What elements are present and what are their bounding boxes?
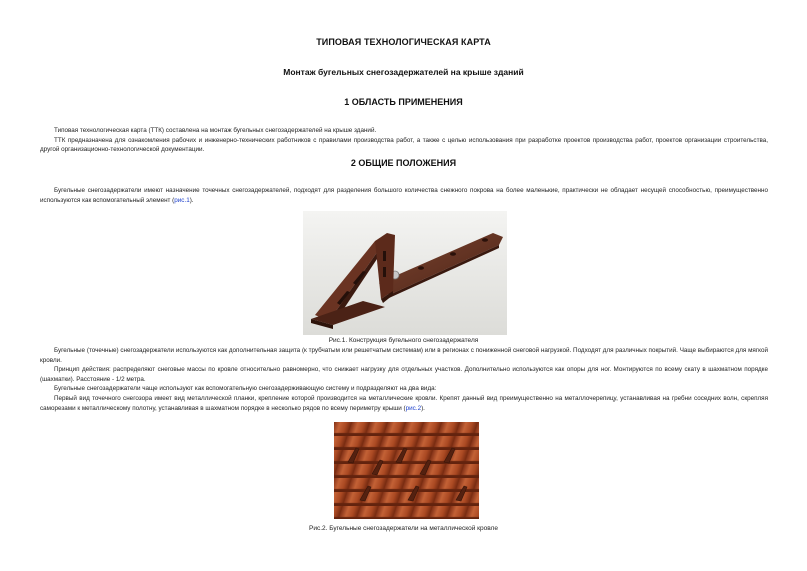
section-1-paragraph-1: Типовая технологическая карта (ТТК) составлена на монтаж бугельных снегозадержателей на крыше зданий. (54, 127, 377, 134)
section-1-paragraph-2: ТТК предназначена для ознакомления рабочих и инженерно-технических работников с правилами производства работ, а также с целью использования при разработке проектов производства работ, проектов организации строительства, другой организационно-технологической документации. (40, 136, 768, 154)
metal-roof-snow-guards-image-icon (334, 422, 479, 519)
document-subtitle: Монтаж бугельных снегозадержателей на крыше зданий (283, 67, 524, 77)
section-2-paragraph-1-text: Бугельные снегозадержатели имеют назначение точечных снегозадержателей, подходят для разделения большого количества снежного покрова на более маленькие, практически не обладает несущей способностью, преимущественно используются как вспомогательный элемент ( (40, 187, 768, 204)
paragraph-point-guards: Бугельные (точечные) снегозадержатели используются как дополнительная защита (к трубчатым или решетчатым системам) или в регионах с пониженной снеговой нагрузкой. Подходят для различных покрытий. Чаще выбираются для мягкой кровли. (40, 347, 768, 364)
snow-guard-bracket-image-icon (303, 211, 507, 335)
fig2-caption: Рис.2. Бугельные снегозадержатели на металлической кровле (309, 525, 498, 532)
section-2-heading: 2 ОБЩИЕ ПОЛОЖЕНИЯ (350, 158, 457, 168)
paragraph-types: Бугельные снегозадержатели чаще используют как вспомогательную снегозадерживающую систему и подразделяют на два вида: (54, 385, 437, 393)
paragraph-first-type-end: ). (421, 404, 425, 412)
section-1-heading: 1 ОБЛАСТЬ ПРИМЕНЕНИЯ (344, 97, 463, 107)
fig2-reference-link[interactable]: рис.2 (405, 404, 422, 412)
fig1-bracket-image (303, 211, 507, 335)
paragraph-principle: Принцип действия: распределяют снеговые массы по кровле относительно равномерно, что снижает нагрузку для отдельных участков. Дополнительно используются как опоры для ног. Монтируются по всему скату в шахматном порядке (шахматки). Расстояние - 1/2 метра. (40, 366, 768, 383)
section-2-body (40, 186, 768, 205)
paragraph-first-type (40, 394, 768, 413)
section-2-body-continued (40, 346, 768, 413)
fig2-roof-image (334, 422, 479, 519)
paragraph-first-type-text: Первый вид точечного снегозора имеет вид металлической планки, крепление которой производится на металлические кровли. Крепят данный вид преимущественно на металлочерепицу, устанавливая на гребни соседних волн, скрепляя саморезами к металлическому полотну, устанавливая в шахматном порядке в несколько рядов по всему периметру крыши ( (40, 394, 768, 412)
fig1-reference-link[interactable]: рис.1 (174, 196, 190, 204)
fig1-caption: Рис.1. Конструкция бугельного снегозадержателя (328, 337, 479, 344)
section-1-body (40, 126, 768, 155)
document-title: ТИПОВАЯ ТЕХНОЛОГИЧЕСКАЯ КАРТА (316, 37, 491, 47)
section-2-paragraph-1-end: ). (189, 196, 194, 204)
section-2-paragraph-1 (40, 186, 768, 205)
